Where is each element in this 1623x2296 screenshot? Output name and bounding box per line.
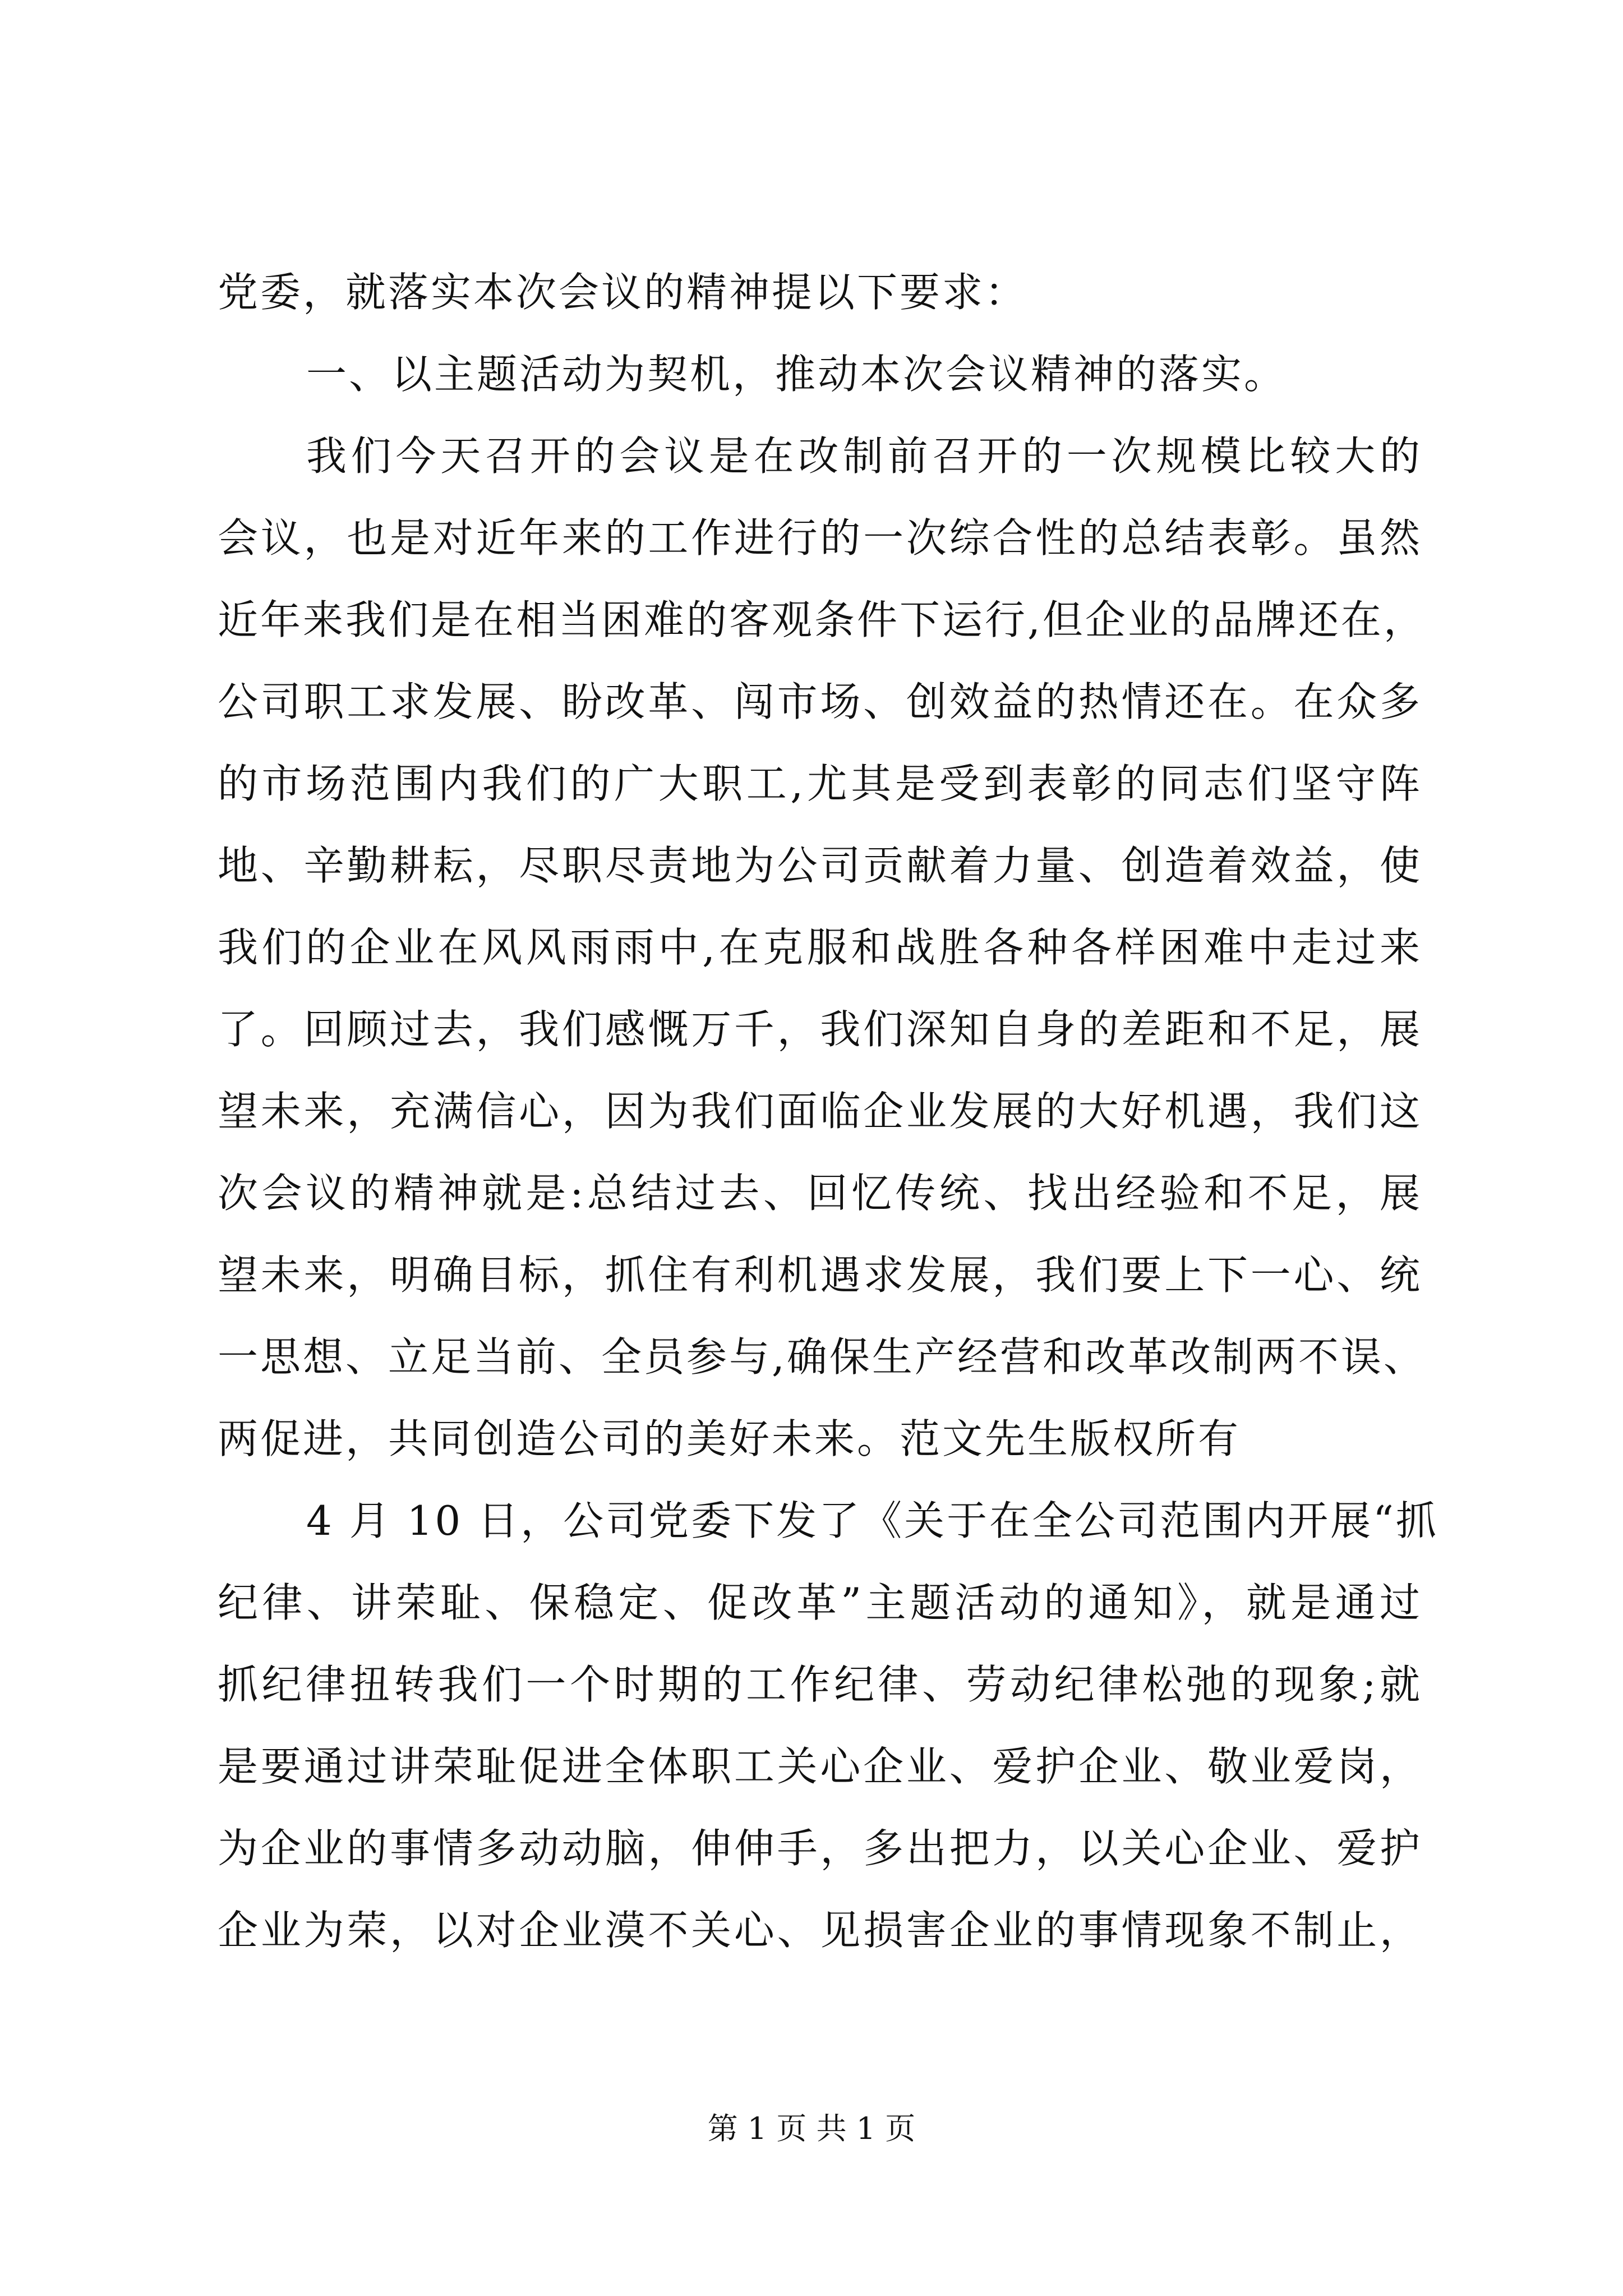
text-line: 近年来我们是在相当困难的客观条件下运行,但企业的品牌还在， — [218, 596, 1426, 643]
section-heading: 一、以主题活动为契机，推动本次会议精神的落实。 — [306, 351, 1287, 398]
text-line: 纪律、讲荣耻、保稳定、促改革”主题活动的通知》，就是通过 — [218, 1579, 1422, 1626]
text-line: 一思想、立足当前、全员参与,确保生产经营和改革改制两不误、 — [218, 1333, 1426, 1381]
document-body — [218, 251, 1438, 1971]
text-line: 企业为荣，以对企业漠不关心、见损害企业的事情现象不制止， — [218, 1907, 1422, 1954]
text-line: 我们的企业在风风雨雨中,在克服和战胜各种各样困难中走过来 — [218, 924, 1422, 971]
text-line: 会议，也是对近年来的工作进行的一次综合性的总结表彰。虽然 — [218, 514, 1422, 562]
text-line: 望未来，充满信心，因为我们面临企业发展的大好机遇，我们这 — [218, 1088, 1422, 1135]
text-line: 望未来，明确目标，抓住有利机遇求发展，我们要上下一心、统 — [218, 1251, 1422, 1299]
text-line: 为企业的事情多动动脑，伸伸手，多出把力，以关心企业、爱护 — [218, 1825, 1422, 1872]
text-line: 次会议的精神就是:总结过去、回忆传统、找出经验和不足，展 — [218, 1170, 1422, 1217]
text-line: 党委，就落实本次会议的精神提以下要求： — [218, 269, 1028, 316]
text-line: 抓纪律扭转我们一个时期的工作纪律、劳动纪律松弛的现象;就 — [218, 1661, 1422, 1708]
text-line: 是要通过讲荣耻促进全体职工关心企业、爱护企业、敬业爱岗， — [218, 1743, 1422, 1790]
paragraph-first-line: 4 月 10 日，公司党委下发了《关于在全公司范围内开展“抓 — [306, 1497, 1438, 1544]
text-line: 两促进，共同创造公司的美好未来。范文先生版权所有 — [218, 1415, 1241, 1462]
text-line: 公司职工求发展、盼改革、闯市场、创效益的热情还在。在众多 — [218, 678, 1422, 725]
text-line: 的市场范围内我们的广大职工,尤其是受到表彰的同志们坚守阵 — [218, 760, 1422, 807]
paragraph-first-line: 我们今天召开的会议是在改制前召开的一次规模比较大的 — [306, 432, 1422, 480]
text-line: 了。回顾过去，我们感慨万千，我们深知自身的差距和不足，展 — [218, 1006, 1422, 1053]
page-footer: 第 1 页 共 1 页 — [707, 2111, 916, 2146]
text-line: 地、辛勤耕耘，尽职尽责地为公司贡献着力量、创造着效益，使 — [218, 842, 1422, 889]
